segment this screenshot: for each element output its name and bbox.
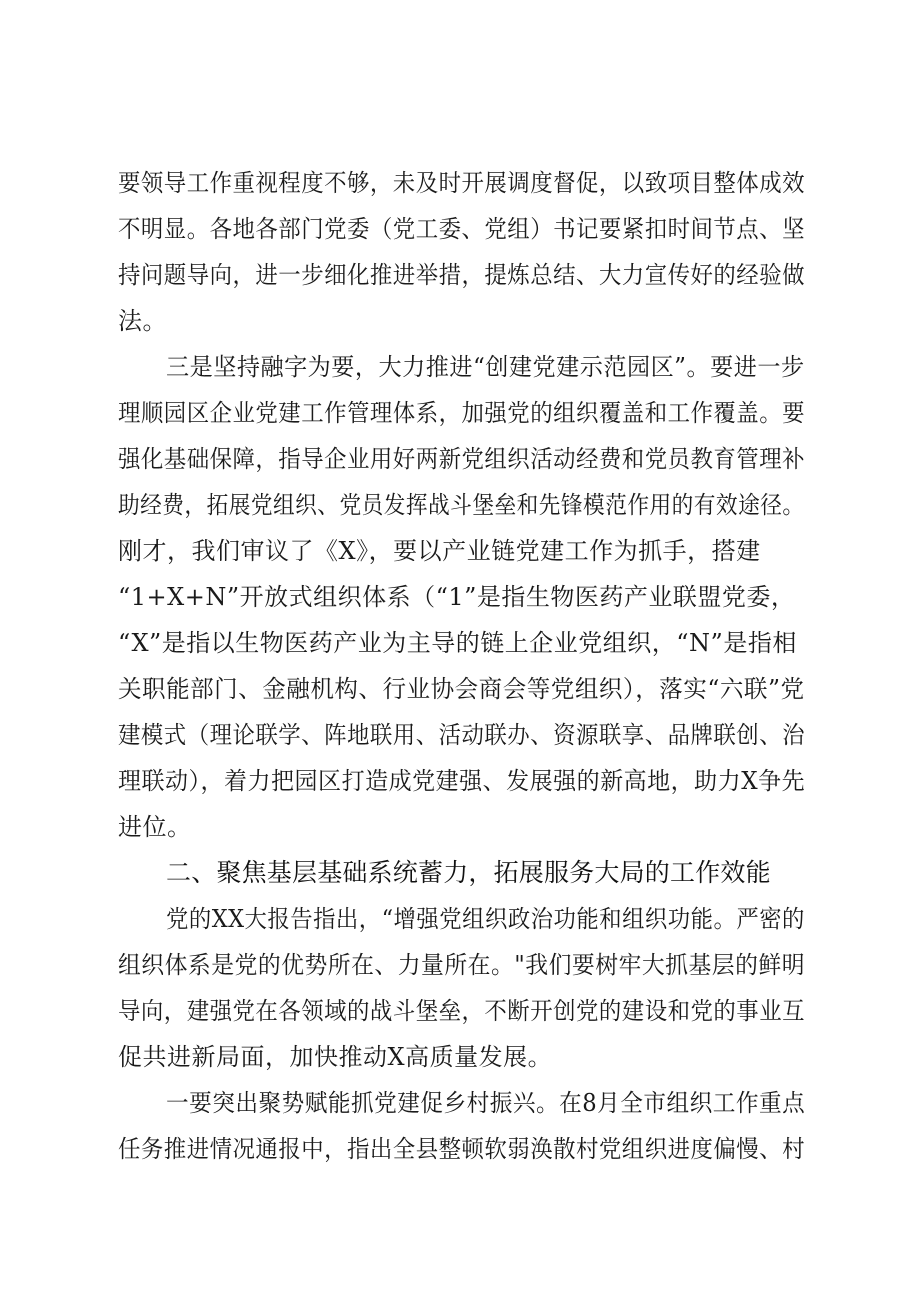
body-text-line: 助经费，拓展党组织、党员发挥战斗堡垒和先锋模范作用的有效途径。	[118, 491, 805, 519]
body-text-line: 理顺园区企业党建工作管理体系，加强党的组织覆盖和工作覆盖。要	[118, 399, 806, 427]
body-text-line: 组织体系是党的优势所在、力量所在。"我们要树牢大抓基层的鲜明	[118, 951, 806, 979]
body-text-line: 促共进新局面，加快推动X高质量发展。	[118, 1043, 553, 1071]
body-text-line: 要领导工作重视程度不够，未及时开展调度督促，以致项目整体成效	[118, 169, 806, 197]
body-text-line: 建模式（理论联学、阵地联用、活动联办、资源联享、品牌联创、治	[118, 721, 806, 749]
section-heading: 二、聚焦基层基础系统蓄力，拓展服务大局的工作效能	[166, 858, 771, 887]
body-text-line: 强化基础保障，指导企业用好两新党组织活动经费和党员教育管理补	[118, 445, 806, 473]
body-text-line: 进位。	[118, 813, 192, 841]
body-text-line: 持问题导向，进一步细化推进举措，提炼总结、大力宣传好的经验做	[118, 261, 806, 289]
body-text-line: “X”是指以生物医药产业为主导的链上企业党组织，“N”是指相	[118, 629, 797, 657]
body-text-line: “1+X+N”开放式组织体系（“1”是指生物医药产业联盟党委，	[118, 583, 796, 611]
body-text-line: 导向，建强党在各领域的战斗堡垒，不断开创党的建设和党的事业互	[118, 997, 806, 1025]
body-text-line: 理联动），着力把园区打造成党建强、发展强的新高地，助力X争先	[118, 767, 806, 795]
body-text-line: 不明显。各地各部门党委（党工委、党组）书记要紧扣时间节点、坚	[118, 215, 806, 243]
paragraph-first-line: 党的XX大报告指出，“增强党组织政治功能和组织功能。严密的	[166, 905, 805, 933]
body-text-line: 法。	[118, 307, 167, 335]
body-text-line: 刚才，我们审议了《X》，要以产业链党建工作为抓手，搭建	[118, 537, 761, 565]
paragraph-first-line: 一要突出聚势赋能抓党建促乡村振兴。在8月全市组织工作重点	[166, 1089, 806, 1117]
paragraph-first-line: 三是坚持融字为要，大力推进“创建党建示范园区”。要进一步	[166, 353, 805, 381]
body-text-line: 关职能部门、金融机构、行业协会商会等党组织），落实“六联”党	[118, 675, 805, 703]
body-text-line: 任务推进情况通报中，指出全县整顿软弱涣散村党组织进度偏慢、村	[118, 1135, 806, 1163]
